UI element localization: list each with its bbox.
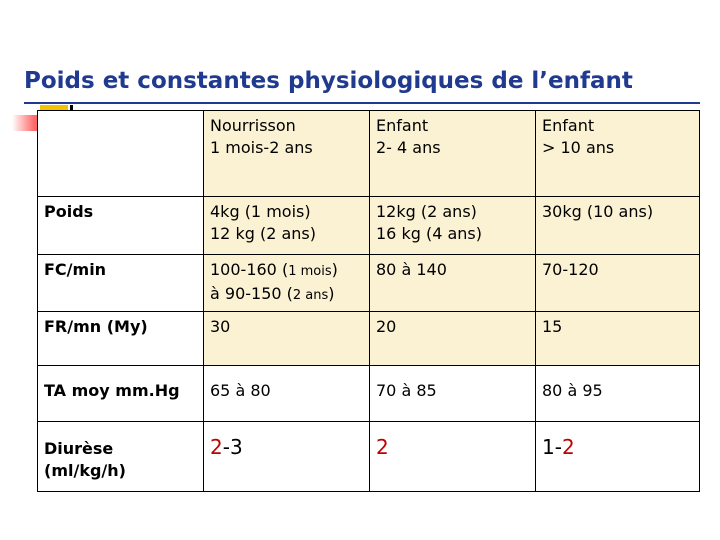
header-enfant-10-line1: Enfant [542, 116, 595, 135]
table-header-row [38, 111, 700, 197]
header-enfant-2-4 [370, 111, 536, 197]
cell-text: à 90-150 ( [210, 284, 293, 303]
row-label-fc: FC/min [38, 255, 204, 312]
cell-fc-nourrisson [204, 255, 370, 312]
cell-ta-enfant-2-4: 70 à 85 [370, 366, 536, 422]
cell-text-red: 2 [210, 435, 223, 459]
table-row [38, 366, 700, 422]
physiology-table [37, 110, 700, 492]
cell-fc-enfant-10: 70-120 [536, 255, 700, 312]
cell-text [210, 283, 363, 307]
cell-text: ) [331, 260, 338, 279]
header-enfant-10-line2: > 10 ans [542, 138, 615, 157]
row-label-fr: FR/mn (My) [38, 312, 204, 366]
header-enfant-2-4-line1: Enfant [376, 116, 429, 135]
cell-text: 4kg (1 mois) [210, 202, 311, 221]
row-label-poids: Poids [38, 197, 204, 255]
table-row [38, 422, 700, 492]
cell-ta-enfant-10: 80 à 95 [536, 366, 700, 422]
cell-text: 1- [542, 435, 562, 459]
cell-poids-nourrisson [204, 197, 370, 255]
cell-diurese-nourrisson [204, 422, 370, 492]
table-row [38, 197, 700, 255]
row-label-ta: TA moy mm.Hg [38, 366, 204, 422]
cell-text-small: 1 mois [288, 264, 332, 279]
cell-text [210, 259, 363, 283]
cell-ta-nourrisson: 65 à 80 [204, 366, 370, 422]
page-title: Poids et constantes physiologiques de l’enfant [24, 68, 633, 94]
cell-text: 12 kg (2 ans) [210, 224, 316, 243]
header-nourrisson-line2: 1 mois-2 ans [210, 138, 313, 157]
header-enfant-2-4-line2: 2- 4 ans [376, 138, 441, 157]
cell-diurese-enfant-10 [536, 422, 700, 492]
cell-text: 12kg (2 ans) [376, 202, 477, 221]
cell-text: -3 [222, 435, 243, 459]
row-label-diurese [38, 422, 204, 492]
cell-poids-enfant-10: 30kg (10 ans) [536, 197, 700, 255]
cell-diurese-enfant-2-4: 2 [370, 422, 536, 492]
cell-text: ) [328, 284, 335, 303]
cell-text: 100-160 ( [210, 260, 289, 279]
cell-text-red: 2 [561, 435, 575, 459]
cell-fr-nourrisson: 30 [204, 312, 370, 366]
cell-text-small: 2 ans [292, 288, 329, 303]
cell-text: 16 kg (4 ans) [376, 224, 482, 243]
cell-fc-enfant-2-4: 80 à 140 [370, 255, 536, 312]
cell-poids-enfant-2-4 [370, 197, 536, 255]
table-row [38, 255, 700, 312]
cell-fr-enfant-10: 15 [536, 312, 700, 366]
table-row [38, 312, 700, 366]
header-nourrisson-line1: Nourrisson [210, 116, 296, 135]
cell-fr-enfant-2-4: 20 [370, 312, 536, 366]
header-enfant-10 [536, 111, 700, 197]
cell-text: (ml/kg/h) [44, 461, 126, 480]
title-underline [24, 102, 700, 104]
header-nourrisson [204, 111, 370, 197]
cell-text: Diurèse [44, 439, 114, 458]
header-empty-cell [38, 111, 204, 197]
